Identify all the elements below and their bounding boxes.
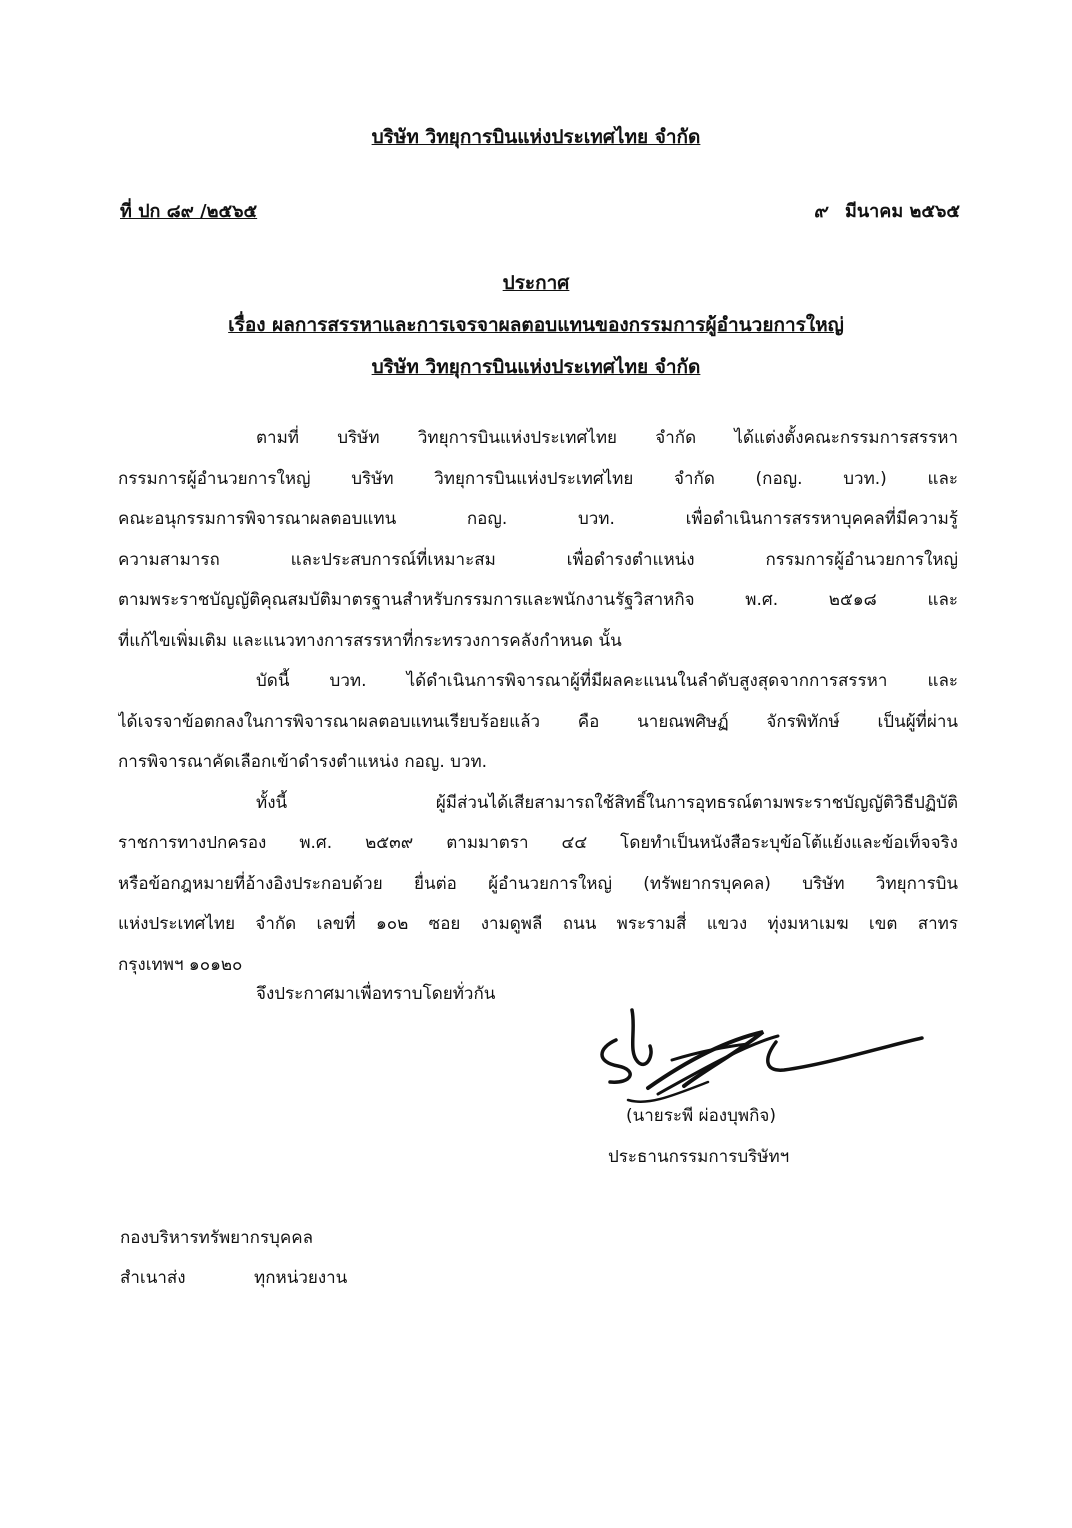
body-line: กรุงเทพฯ ๑๐๑๒๐ [118, 954, 243, 975]
body-line: ความสามารถ และประสบการณ์ที่เหมาะสม เพื่อดำรงตำแหน่ง กรรมการผู้อำนวยการใหญ่ [118, 549, 958, 570]
copy-to-recipients: ทุกหน่วยงาน [254, 1268, 348, 1288]
body-line: ได้เจรจาข้อตกลงในการพิจารณาผลตอบแทนเรียบร้อยแล้ว คือ นายณพศิษฏ์ จักรพิทักษ์ เป็นผู้ที่ผ่าน [118, 711, 958, 732]
body-line: ตามพระราชบัญญัติคุณสมบัติมาตรฐานสำหรับกรรมการและพนักงานรัฐวิสาหกิจ พ.ศ. ๒๕๑๘ และ [118, 590, 958, 610]
copy-to-label: สำเนาส่ง [120, 1268, 186, 1288]
body-line: ตามที่ บริษัท วิทยุการบินแห่งประเทศไทย จำกัด ได้แต่งตั้งคณะกรรมการสรรหา [256, 428, 958, 448]
body-line: ราชการทางปกครอง พ.ศ. ๒๕๓๙ ตามมาตรา ๔๔ โดยทำเป็นหนังสือระบุข้อโต้แย้งและข้อเท็จจริง [118, 833, 958, 853]
body-line: บัดนี้ บวท. ได้ดำเนินการพิจารณาผู้ที่มีผลคะแนนในลำดับสูงสุดจากการสรรหา และ [256, 671, 958, 691]
announcement-label: ประกาศ [502, 272, 570, 294]
issuing-department: กองบริหารทรัพยากรบุคคล [120, 1228, 314, 1248]
body-text [118, 418, 958, 985]
announcement-company: บริษัท วิทยุการบินแห่งประเทศไทย จำกัด [371, 356, 701, 378]
date-day: ๙ [813, 201, 827, 222]
body-line: แห่งประเทศไทย จำกัด เลขที่ ๑๐๒ ซอย งามดูพลี ถนน พระรามสี่ แขวง ทุ่งมหาเมฆ เขต สาทร [118, 914, 958, 934]
body-line: คณะอนุกรรมการพิจารณาผลตอบแทน กอญ. บวท. เพื่อดำเนินการสรรหาบุคคลที่มีความรู้ [118, 509, 958, 529]
copy-to-row [120, 1264, 348, 1291]
body-line: ที่แก้ไขเพิ่มเติม และแนวทางการสรรหาที่กระทรวงการคลังกำหนด นั้น [118, 630, 622, 651]
body-line: ทั้งนี้ ผู้มีส่วนได้เสียสามารถใช้สิทธิ์ในการอุทธรณ์ตามพระราชบัญญัติวิธีปฏิบัติ [256, 792, 958, 813]
company-header: บริษัท วิทยุการบินแห่งประเทศไทย จำกัด [371, 126, 701, 148]
reference-row [120, 196, 960, 226]
signer-title: ประธานกรรมการบริษัทฯ [608, 1147, 790, 1167]
announcement-subject: เรื่อง ผลการสรรหาและการเจรจาผลตอบแทนของกรรมการผู้อำนวยการใหญ่ [228, 314, 844, 336]
title-block [0, 262, 1072, 388]
reference-number: ที่ ปก ๘๙ /๒๕๖๕ [120, 201, 258, 222]
body-line: การพิจารณาคัดเลือกเข้าดำรงตำแหน่ง กอญ. บวท. [118, 752, 488, 772]
signer-name: (นายระพี ผ่องบุพกิจ) [626, 1106, 776, 1126]
reference-date [814, 196, 960, 225]
body-line: หรือข้อกฎหมายที่อ้างอิงประกอบด้วย ยื่นต่อ ผู้อำนวยการใหญ่ (ทรัพยากรบุคคล) บริษัท วิทยุการบิน [118, 873, 958, 894]
body-line: กรรมการผู้อำนวยการใหญ่ บริษัท วิทยุการบินแห่งประเทศไทย จำกัด (กอญ. บวท.) และ [118, 468, 958, 489]
date-month-year: มีนาคม ๒๕๖๕ [845, 201, 960, 222]
closing-line: จึงประกาศมาเพื่อทราบโดยทั่วกัน [256, 984, 496, 1004]
